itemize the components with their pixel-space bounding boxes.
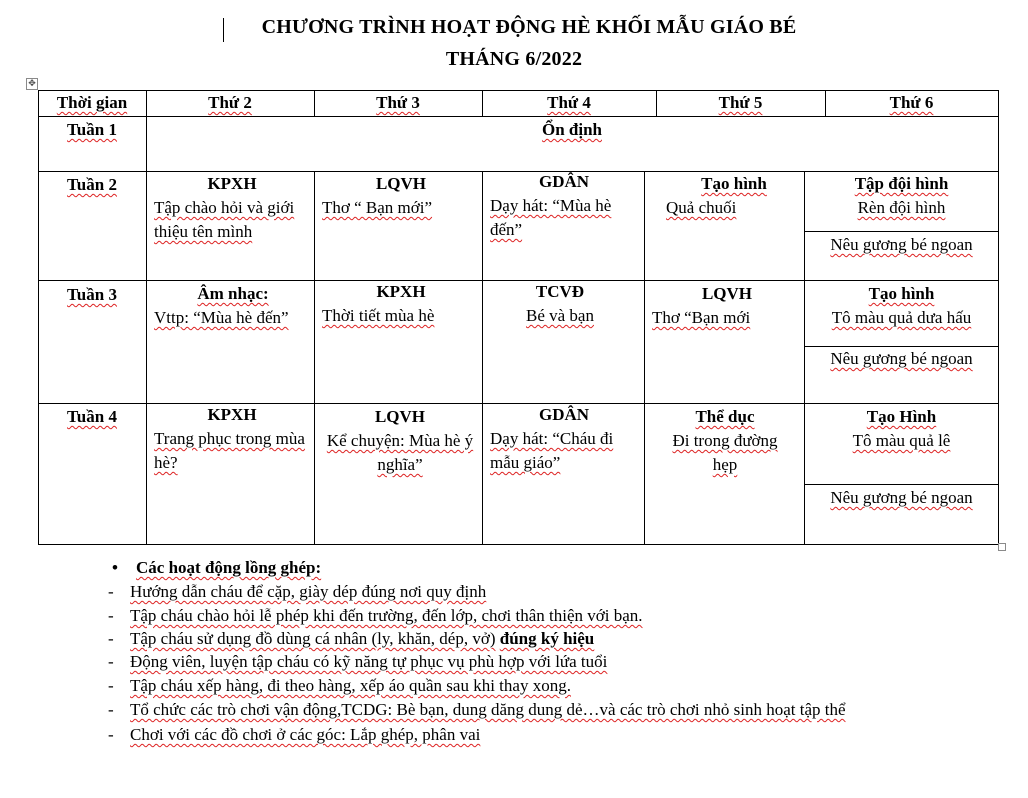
list-item-text: Hướng dẫn cháu để cặp, giày dép đúng nơi quy định <box>130 582 487 601</box>
week-3-friday <box>805 282 998 330</box>
document-title: CHƯƠNG TRÌNH HOẠT ĐỘNG HÈ KHỐI MẪU GIÁO BÉ <box>261 16 797 38</box>
week-2-monday <box>154 172 310 244</box>
table-border <box>314 171 315 545</box>
list-item-text: Tập cháu chào hỏi lễ phép khi đến trường, đến lớp, chơi thân thiện với bạn. <box>130 606 643 625</box>
header-tuesday-label: Thứ 3 <box>376 93 420 112</box>
text-cursor <box>223 18 224 42</box>
header-monday <box>146 91 314 115</box>
week-2-friday <box>805 172 998 220</box>
activity: Vttp: “Mùa hè đến” <box>154 308 289 327</box>
list-item-text: Tổ chức các trò chơi vận động,TCDG: Bè bạn, dung dăng dung dẻ…và các trò chơi nhỏ sinh hoạt tập thể <box>130 700 846 719</box>
week-label-text: Tuần 2 <box>67 175 117 194</box>
list-item: - Tập cháu sử dụng đồ dùng cá nhân (ly, khăn, dép, vở) đúng ký hiệu <box>108 629 595 648</box>
activity: Dạy hát: “Mùa hè đến” <box>490 196 612 239</box>
activity: Rèn đội hình <box>857 198 946 217</box>
list-item: - Tập cháu xếp hàng, đi theo hàng, xếp áo quần sau khi thay xong. <box>108 676 571 695</box>
header-thursday <box>656 91 825 115</box>
week-1-merged <box>146 118 998 142</box>
subject: Tập đội hình <box>854 174 949 193</box>
week-2-wednesday <box>490 170 638 242</box>
list-item-text: Chơi với các đồ chơi ở các góc: Lắp ghép, phân vai <box>130 725 481 744</box>
subject: LQVH <box>375 174 427 193</box>
week-4-tuesday <box>320 405 480 477</box>
week-3-monday <box>154 282 312 330</box>
activity: Tập chào hỏi và giới thiệu tên mình <box>154 198 295 241</box>
activity: Thời tiết mùa hè <box>322 306 435 325</box>
week-4-thursday <box>660 405 790 477</box>
activity: Tô màu quả dưa hấu <box>831 308 972 327</box>
week-3-friday-extra: Nêu gương bé ngoan <box>830 349 973 368</box>
table-border <box>38 544 999 545</box>
activity: Thơ “ Bạn mới” <box>322 198 433 217</box>
header-friday <box>825 91 998 115</box>
header-monday-label: Thứ 2 <box>208 93 252 112</box>
activity: Quả chuối <box>666 198 737 217</box>
header-friday-label: Thứ 6 <box>889 93 934 112</box>
table-border <box>38 116 999 117</box>
activity: Trang phục trong mùa hè? <box>154 429 305 472</box>
week-4-label <box>38 405 146 429</box>
subject: KPXH <box>376 282 426 301</box>
list-item: - Tập cháu chào hỏi lễ phép khi đến trường, đến lớp, chơi thân thiện với bạn. <box>108 606 643 625</box>
week-3-wednesday <box>490 280 630 328</box>
list-item-text: Tập cháu sử dụng đồ dùng cá nhân (ly, khăn, dép, vở) <box>130 629 496 648</box>
week-4-wednesday <box>490 403 638 475</box>
list-item: - Động viên, luyện tập cháu có kỹ năng tự phục vụ phù hợp với lứa tuổi <box>108 652 608 671</box>
week-4-friday-extra: Nêu gương bé ngoan <box>830 488 973 507</box>
week-4-friday <box>805 405 998 453</box>
week-2-friday-extra: Nêu gương bé ngoan <box>830 235 973 254</box>
week-label-text: Tuần 4 <box>67 407 117 426</box>
list-item: - Tổ chức các trò chơi vận động,TCDG: Bè bạn, dung dăng dung dẻ…và các trò chơi nhỏ sinh hoạt tập thể <box>108 700 846 719</box>
week-4-monday <box>154 403 310 475</box>
notes-heading: • Các hoạt động lồng ghép: <box>112 558 322 577</box>
list-item: - Hướng dẫn cháu để cặp, giày dép đúng nơi quy định <box>108 582 487 601</box>
subject: KPXH <box>207 405 257 424</box>
table-border <box>644 171 645 545</box>
header-wednesday-label: Thứ 4 <box>547 93 591 112</box>
document-subtitle: THÁNG 6/2022 <box>445 48 583 70</box>
subject: TCVĐ <box>535 282 585 301</box>
activity: Kể chuyện: Mùa hè ý nghĩa” <box>326 431 474 474</box>
week-2-label <box>38 173 146 197</box>
table-border <box>804 231 999 232</box>
activity: Đi trong đường hẹp <box>672 431 778 474</box>
list-item-bold-text: đúng ký hiệu <box>499 629 595 648</box>
header-thursday-label: Thứ 5 <box>718 93 763 112</box>
activity: Thơ “Bạn mới <box>652 308 751 327</box>
subject: Thể dục <box>695 407 755 426</box>
table-border <box>998 90 999 545</box>
list-item: - Chơi với các đồ chơi ở các góc: Lắp ghép, phân vai <box>108 725 481 744</box>
table-move-handle-icon[interactable]: ✥ <box>26 78 38 90</box>
table-resize-handle[interactable] <box>998 543 1006 551</box>
header-tuesday <box>314 91 482 115</box>
activity: Tô màu quả lê <box>852 431 951 450</box>
subject: GDÂN <box>538 172 590 191</box>
week-2-thursday <box>666 172 802 220</box>
subject: Tạo hình <box>868 284 935 303</box>
merged-text: Ổn định <box>541 120 602 139</box>
subject: Âm nhạc: <box>197 284 269 303</box>
activity: Bé và bạn <box>526 306 594 325</box>
list-item-text: Tập cháu xếp hàng, đi theo hàng, xếp áo quần sau khi thay xong. <box>130 676 571 695</box>
header-time <box>38 91 146 115</box>
subject: Tạo Hình <box>866 407 937 426</box>
table-border <box>804 484 999 485</box>
header-wednesday <box>482 91 656 115</box>
week-label-text: Tuần 1 <box>67 120 117 139</box>
week-2-tuesday <box>322 172 480 220</box>
header-time-label: Thời gian <box>56 93 128 112</box>
week-3-thursday <box>652 282 802 330</box>
week-1-label <box>38 118 146 142</box>
table-border <box>38 90 39 545</box>
list-item-text: Động viên, luyện tập cháu có kỹ năng tự phục vụ phù hợp với lứa tuổi <box>130 652 608 671</box>
week-3-label <box>38 283 146 307</box>
subject: KPXH <box>207 174 257 193</box>
subject: Tạo hình <box>701 174 767 193</box>
table-border <box>146 90 147 545</box>
subject: GDÂN <box>538 405 590 424</box>
activity: Dạy hát: “Cháu đi mẫu giáo” <box>490 429 614 472</box>
table-border <box>482 171 483 545</box>
subject: LQVH <box>374 407 426 426</box>
week-label-text: Tuần 3 <box>67 285 117 304</box>
week-3-tuesday <box>322 280 480 328</box>
notes-heading-text: Các hoạt động lồng ghép: <box>136 558 322 577</box>
subject: LQVH <box>701 284 753 303</box>
